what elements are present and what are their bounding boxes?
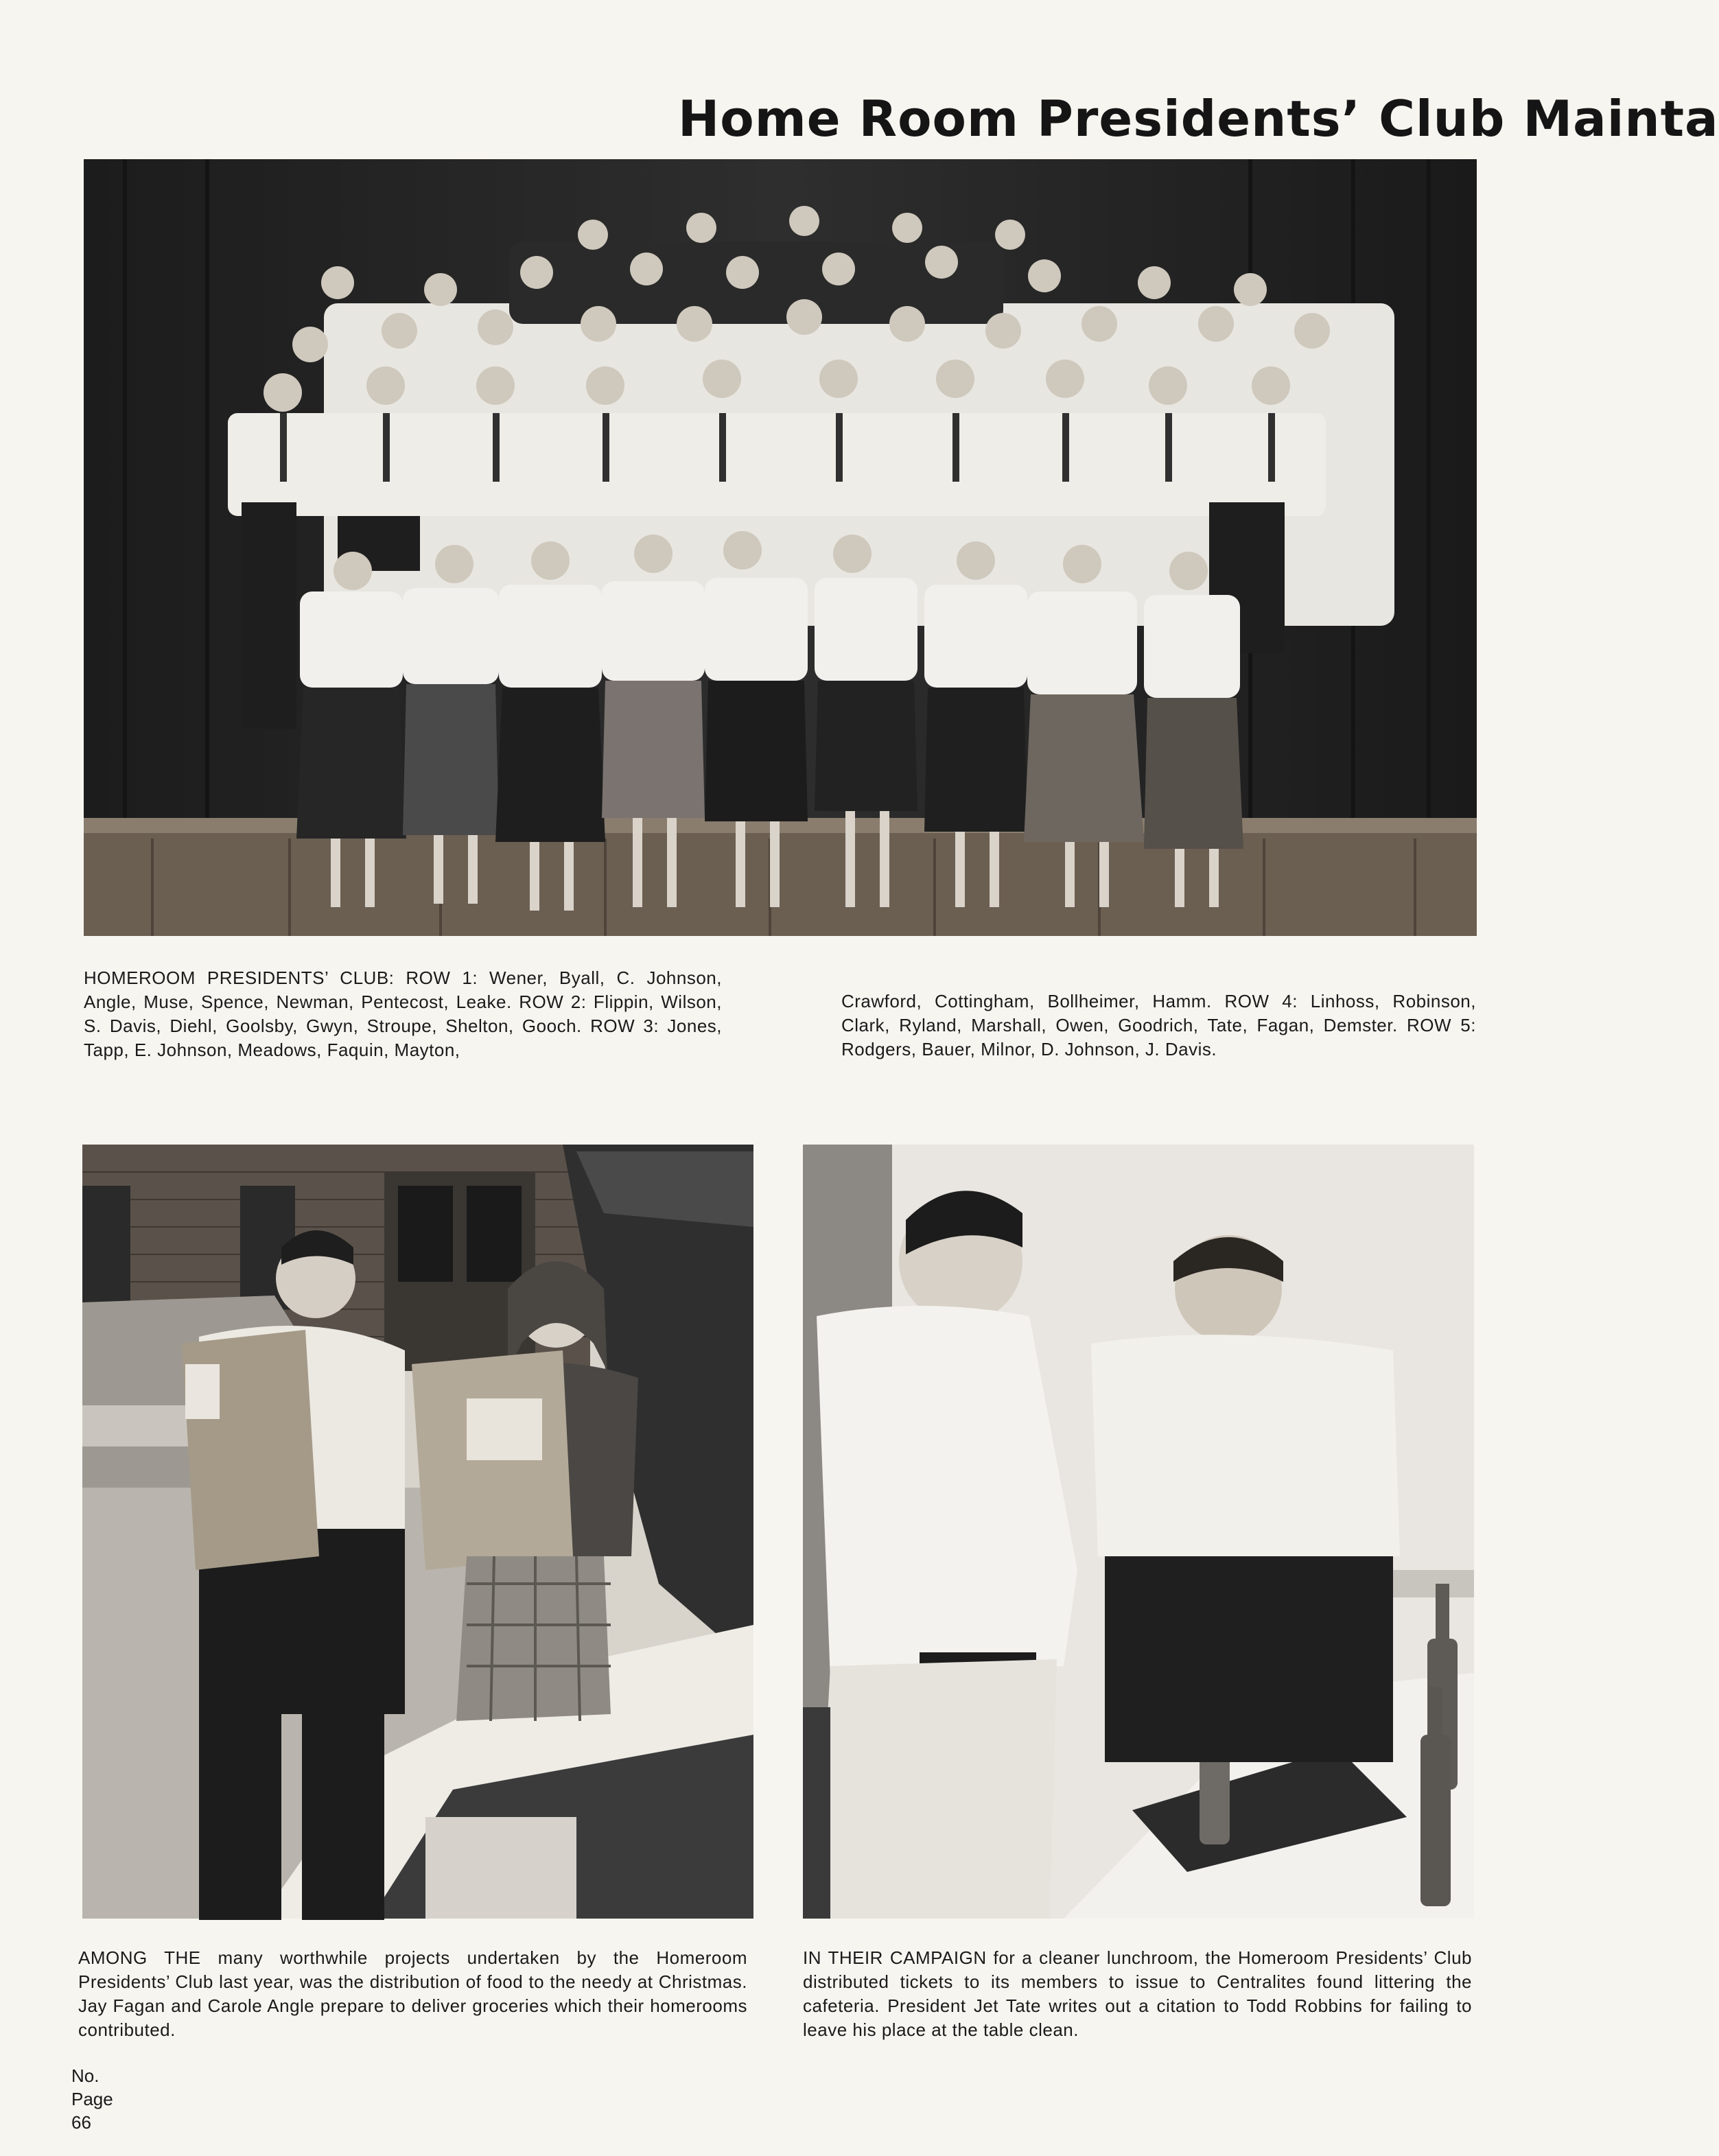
group-photo-caption-left: HOMEROOM PRESIDENTS’ CLUB: ROW 1: Wener, Byall, C. Johnson, Angle, Muse, Spence, Newman, Pentecost, Leake. ROW 2: Flippin, Wilson, S. Davis, Diehl, Goolsby, Gwyn, Stroupe, Shelton, Gooch. ROW 3: Jones, Tapp, E. Johnson, Meadows, Faquin, Mayton, bbox=[84, 968, 722, 1060]
lunchroom-caption: IN THEIR CAMPAIGN for a cleaner lunchroom, the Homeroom Presidents’ Club distributed tickets to its members to issue to Centralites found littering the cafeteria. President Jet Tate writes out a citation to Todd Robbins for failing to leave his place at the table clean. bbox=[803, 1947, 1472, 2040]
lunchroom-photo bbox=[803, 1145, 1474, 1919]
group-photo bbox=[84, 159, 1477, 936]
page-number bbox=[71, 2064, 113, 2134]
page-number-line-2: Page bbox=[71, 2089, 113, 2109]
food-drive-photo bbox=[82, 1145, 753, 1919]
food-drive-caption: AMONG THE many worthwhile projects undertaken by the Homeroom Presidents’ Club last year, was the distribution of food to the needy at Christmas. Jay Fagan and Carole Angle prepare to deliver groceries which their homerooms contributed. bbox=[78, 1947, 747, 2040]
group-photo-caption-right: Crawford, Cottingham, Bollheimer, Hamm. ROW 4: Linhoss, Robinson, Clark, Ryland, Marshall, Owen, Goodrich, Tate, Fagan, Demster. ROW 5: Rodgers, Bauer, Milnor, D. Johnson, J. Davis. bbox=[841, 991, 1476, 1059]
page-number-value: 66 bbox=[71, 2112, 91, 2133]
page-number-line-1: No. bbox=[71, 2065, 100, 2086]
page-title: Home Room Presidents’ Club Mainta bbox=[678, 90, 1719, 148]
